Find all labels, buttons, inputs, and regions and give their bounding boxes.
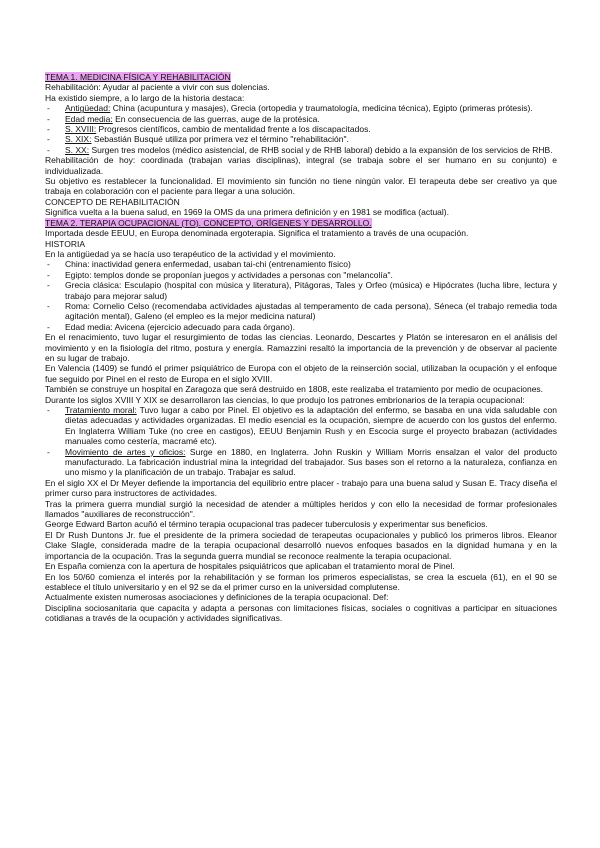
bullet-dash: - bbox=[47, 134, 50, 145]
paragraph: Actualmente existen numerosas asociaciones y definiciones de la terapia ocupacional. Def: bbox=[45, 592, 389, 603]
paragraph: En los 50/60 comienza el interés por la rehabilitación y se forman los primeros especialistas, se crea la escuela (61), en el 90 se establece el título universitario y en el 92 se da el primer curso en la universidad complutense. bbox=[45, 571, 557, 592]
list-item: - Roma: Cornelio Celso (recomendaba actividades ajustadas al temperamento de cada persona), Séneca (el trabajo remedia toda agitación mental), Galeno (el empleo es la mejor medicina natural) bbox=[47, 300, 557, 322]
document-page bbox=[45, 72, 557, 624]
bullet-dash: - bbox=[47, 280, 50, 291]
paragraph: También se construye un hospital en Zaragoza que será destruido en 1808, este realizaba el tratamiento por medio de ocupaciones. bbox=[45, 384, 544, 395]
paragraph: En Valencia (1409) se fundó el primer psiquiátrico de Europa con el objeto de la reinserción social, utilizaban la ocupación y el enfoque fue seguido por Pinel en el resto de Europa en el siglo XVIII. bbox=[45, 363, 557, 384]
bullet-dash: - bbox=[47, 259, 50, 270]
bullet-dash: - bbox=[47, 321, 50, 332]
paragraph: Tras la primera guerra mundial surgió la necesidad de atender a múltiples heridos y con ello la necesidad de formar profesionales llamados "auxiliares de reconstrucción". bbox=[45, 498, 557, 520]
paragraph: En la antigüedad ya se hacía uso terapéutico de la actividad y el movimiento. bbox=[45, 248, 336, 259]
list-item: - Edad media: En consecuencia de las guerras, auge de la protésica. bbox=[47, 113, 320, 124]
paragraph: George Edward Barton acuñó el término terapia ocupacional tras padecer tuberculosis y experimentar sus beneficios. bbox=[45, 519, 488, 530]
bullet-dash: - bbox=[47, 300, 50, 311]
paragraph: Rehabilitación de hoy: coordinada (trabajan varias disciplinas), integral (se trabaja sobre el ser humano en su conjunto) e individualizada. bbox=[45, 155, 557, 176]
paragraph: En el renacimiento, tuvo lugar el resurgimiento de todas las ciencias. Leonardo, Descartes y Platón se interesaron en el análisis del movimiento y en la fisiología del ritmo, postura y energía. Ramazzini resaltó la importancia de la prevención y de observar al paciente en su lugar de trabajo. bbox=[45, 332, 557, 363]
list-item: - S. XX: Surgen tres modelos (médico asistencial, de RHB social y de RHB laboral) debido a la expansión de los servicios de RHB. bbox=[47, 144, 553, 155]
list-item: - Antigüedad: China (acupuntura y masajes), Grecia (ortopedia y traumatología, medicina técnica), Egipto (primeras prótesis). bbox=[47, 103, 533, 114]
bullet-dash: - bbox=[47, 113, 50, 124]
list-item: - S. XVIII: Progresos científicos, cambio de mentalidad frente a los discapacitados. bbox=[47, 124, 371, 135]
list-item: - Movimiento de artes y oficios: Surge en 1880, en Inglaterra. John Ruskin y William Morris ensalzan el valor del producto manufacturado. La fabricación industrial mina la integridad del trabajador. Sus bases son el retorno a la naturaleza, confianza en uno mismo y la planificación de un trabajo. Trabajar es salud. bbox=[47, 446, 557, 478]
list-item: - Grecia clásica: Esculapio (hospital con música y literatura), Pitágoras, Tales y Orfeo (música) e Hipócrates (lucha libre, lectura y trabajo para mejorar salud) bbox=[47, 280, 557, 301]
bullet-dash: - bbox=[47, 269, 50, 280]
paragraph: En España comienza con la apertura de hospitales psiquiátricos que aplicaban el tratamiento moral de Pinel. bbox=[45, 561, 455, 572]
bullet-dash: - bbox=[47, 144, 50, 155]
paragraph: Durante los siglos XVIII Y XIX se desarrollaron las ciencias, lo que produjo los patrones embrionarios de la terapia ocupacional: bbox=[45, 394, 525, 405]
list-item: - China: inactividad genera enfermedad, usaban tai-chi (entrenamiento físico) bbox=[47, 259, 351, 270]
bullet-dash: - bbox=[47, 405, 50, 415]
heading-tema-2: TEMA 2. TERAPIA OCUPACIONAL (TO). CONCEPTO, ORÍGENES Y DESARROLLO. bbox=[45, 217, 372, 228]
paragraph: Su objetivo es restablecer la funcionalidad. El movimiento sin función no tiene ningún valor. El terapeuta debe ser creativo ya que trabaja en colaboración con el paciente para llegar a una solución. bbox=[45, 176, 557, 197]
heading-tema-1: TEMA 1. MEDICINA FÍSICA Y REHABILITACIÓN bbox=[45, 72, 231, 82]
movements-list bbox=[45, 405, 557, 478]
list-item: - Egipto: templos donde se proponían juegos y actividades a personas con "melancolía". bbox=[47, 269, 393, 280]
paragraph: El Dr Rush Duntons Jr. fue el presidente de la primera sociedad de terapeutas ocupacionales y publicó los primeros libros. Eleanor Clake Slagle, considerada madre de la terapia ocupacional desarrolló nuevos enfoques basados en la dignidad humana y en la importancia de la ocupación. Tras la segunda guerra mundial se reconoce realmente la terapia ocupacional. bbox=[45, 529, 557, 561]
paragraph: Disciplina sociosanitaria que capacita y adapta a personas con limitaciones físicas, sociales o cognitivas a participar en situaciones cotidianas a través de la ocupación y actividades significativas. bbox=[45, 602, 557, 624]
paragraph: Rehabilitación: Ayudar al paciente a vivir con sus dolencias. bbox=[45, 82, 270, 93]
list-item: - Edad media: Avicena (ejercicio adecuado para cada órgano). bbox=[47, 321, 295, 332]
paragraph: En el siglo XX el Dr Meyer defiende la importancia del equilibrio entre placer - trabajo para una buena salud y Susan E. Tracy diseña el primer curso para instructores de actividades. bbox=[45, 477, 557, 499]
section-heading: HISTORIA bbox=[45, 238, 85, 249]
list-item: - S. XIX: Sebastián Busqué utiliza por primera vez el término "rehabilitación". bbox=[47, 134, 349, 145]
paragraph: Ha existido siempre, a lo largo de la historia destaca: bbox=[45, 92, 245, 103]
paragraph: Importada desde EEUU, en Europa denominada ergoterapia. Significa el tratamiento a través de una ocupación. bbox=[45, 228, 469, 239]
history-list-to bbox=[45, 259, 557, 332]
bullet-dash: - bbox=[47, 124, 50, 135]
list-item: - Tratamiento moral: Tuvo lugar a cabo por Pinel. El objetivo es la adaptación del enfermo, se basaba en una vida saludable con dietas adecuadas y actividades organizadas. El medio esencial es la ocupación, siempre de acuerdo con los gustos del enfermo. En Inglaterra William Tuke (no cree en castigos), EEUU Benjamin Rush y en Escocia surge el proyecto brabazan (actividades manuales como cestería, macramé etc). bbox=[47, 405, 557, 447]
bullet-dash: - bbox=[47, 446, 50, 457]
section-heading: CONCEPTO DE REHABILITACIÓN bbox=[45, 196, 180, 207]
paragraph: Significa vuelta a la buena salud, en 1969 la OMS da una primera definición y en 1981 se modifica (actual). bbox=[45, 207, 449, 218]
history-list-rehab bbox=[45, 103, 557, 155]
bullet-dash: - bbox=[47, 103, 50, 114]
